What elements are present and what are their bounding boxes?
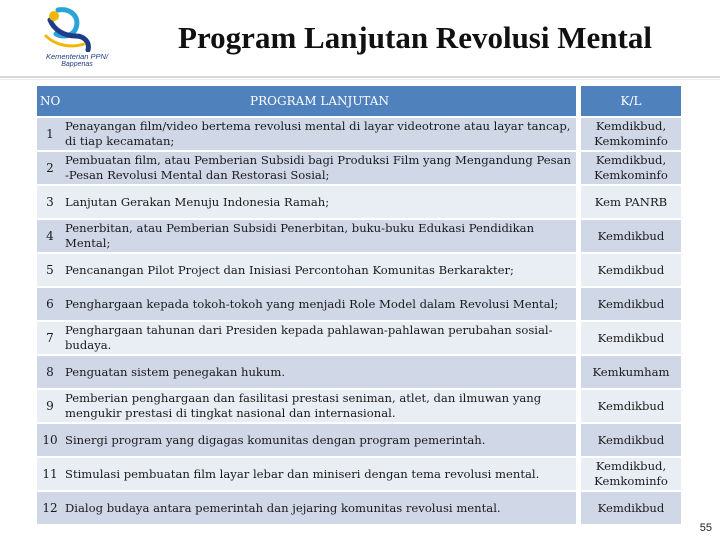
row-program: Penguatan sistem penegakan hukum. xyxy=(63,356,576,388)
row-program: Pencanangan Pilot Project dan Inisiasi Percontohan Komunitas Berkarakter; xyxy=(63,254,576,286)
logo-line-2: Bappenas xyxy=(61,61,93,68)
row-number: 5 xyxy=(37,254,63,286)
table-header-row xyxy=(37,86,681,116)
row-number: 9 xyxy=(37,390,63,422)
row-program: Penayangan film/video bertema revolusi mental di layar videotrone atau layar tancap, di tiap kecamatan; xyxy=(63,118,576,150)
table-row xyxy=(37,492,681,524)
row-kl: Kemdikbud xyxy=(576,288,681,320)
row-number: 3 xyxy=(37,186,63,218)
row-number: 12 xyxy=(37,492,63,524)
table-row xyxy=(37,322,681,354)
row-program: Stimulasi pembuatan film layar lebar dan miniseri dengan tema revolusi mental. xyxy=(63,458,576,490)
row-program: Lanjutan Gerakan Menuju Indonesia Ramah; xyxy=(63,186,576,218)
row-number: 11 xyxy=(37,458,63,490)
row-program: Pemberian penghargaan dan fasilitasi prestasi seniman, atlet, dan ilmuwan yang mengukir prestasi di tingkat nasional dan internasional. xyxy=(63,390,576,422)
row-kl: Kemdikbud xyxy=(576,492,681,524)
header-no: NO xyxy=(37,86,63,116)
row-program: Penghargaan kepada tokoh-tokoh yang menjadi Role Model dalam Revolusi Mental; xyxy=(63,288,576,320)
program-table xyxy=(37,84,681,526)
table-row xyxy=(37,186,681,218)
row-program: Penghargaan tahunan dari Presiden kepada pahlawan-pahlawan perubahan sosial-budaya. xyxy=(63,322,576,354)
page-number: 55 xyxy=(699,522,712,534)
row-kl: Kemdikbud xyxy=(576,254,681,286)
table-row xyxy=(37,424,681,456)
row-number: 10 xyxy=(37,424,63,456)
row-kl: Kemdikbud xyxy=(576,220,681,252)
row-kl: Kemdikbud xyxy=(576,424,681,456)
row-number: 1 xyxy=(37,118,63,150)
table-row xyxy=(37,356,681,388)
title-divider-secondary xyxy=(0,79,720,80)
header-program: PROGRAM LANJUTAN xyxy=(63,86,576,116)
row-number: 7 xyxy=(37,322,63,354)
row-program: Penerbitan, atau Pemberian Subsidi Penerbitan, buku-buku Edukasi Pendidikan Mental; xyxy=(63,220,576,252)
table-row xyxy=(37,220,681,252)
bappenas-emblem-icon xyxy=(40,6,100,52)
row-number: 2 xyxy=(37,152,63,184)
row-number: 4 xyxy=(37,220,63,252)
title-divider xyxy=(0,76,720,78)
table-row xyxy=(37,254,681,286)
header-kl: K/L xyxy=(576,86,681,116)
row-number: 6 xyxy=(37,288,63,320)
table-row xyxy=(37,458,681,490)
table-row xyxy=(37,390,681,422)
row-kl: Kemdikbud xyxy=(576,390,681,422)
table-row xyxy=(37,118,681,150)
row-program: Sinergi program yang digagas komunitas dengan program pemerintah. xyxy=(63,424,576,456)
table-row xyxy=(37,288,681,320)
row-kl: Kemkumham xyxy=(576,356,681,388)
logo-line-1: Kementerian PPN/ xyxy=(45,52,109,61)
row-kl: Kemdikbud, Kemkominfo xyxy=(576,458,681,490)
table-row xyxy=(37,152,681,184)
row-program: Dialog budaya antara pemerintah dan jejaring komunitas revolusi mental. xyxy=(63,492,576,524)
row-kl: Kem PANRB xyxy=(576,186,681,218)
row-kl: Kemdikbud, Kemkominfo xyxy=(576,118,681,150)
bappenas-logo xyxy=(22,6,132,68)
row-kl: Kemdikbud xyxy=(576,322,681,354)
page-title: Program Lanjutan Revolusi Mental xyxy=(178,20,652,55)
row-number: 8 xyxy=(37,356,63,388)
row-program: Pembuatan film, atau Pemberian Subsidi bagi Produksi Film yang Mengandung Pesan -Pesan Revolusi Mental dan Restorasi Sosial; xyxy=(63,152,576,184)
row-kl: Kemdikbud, Kemkominfo xyxy=(576,152,681,184)
